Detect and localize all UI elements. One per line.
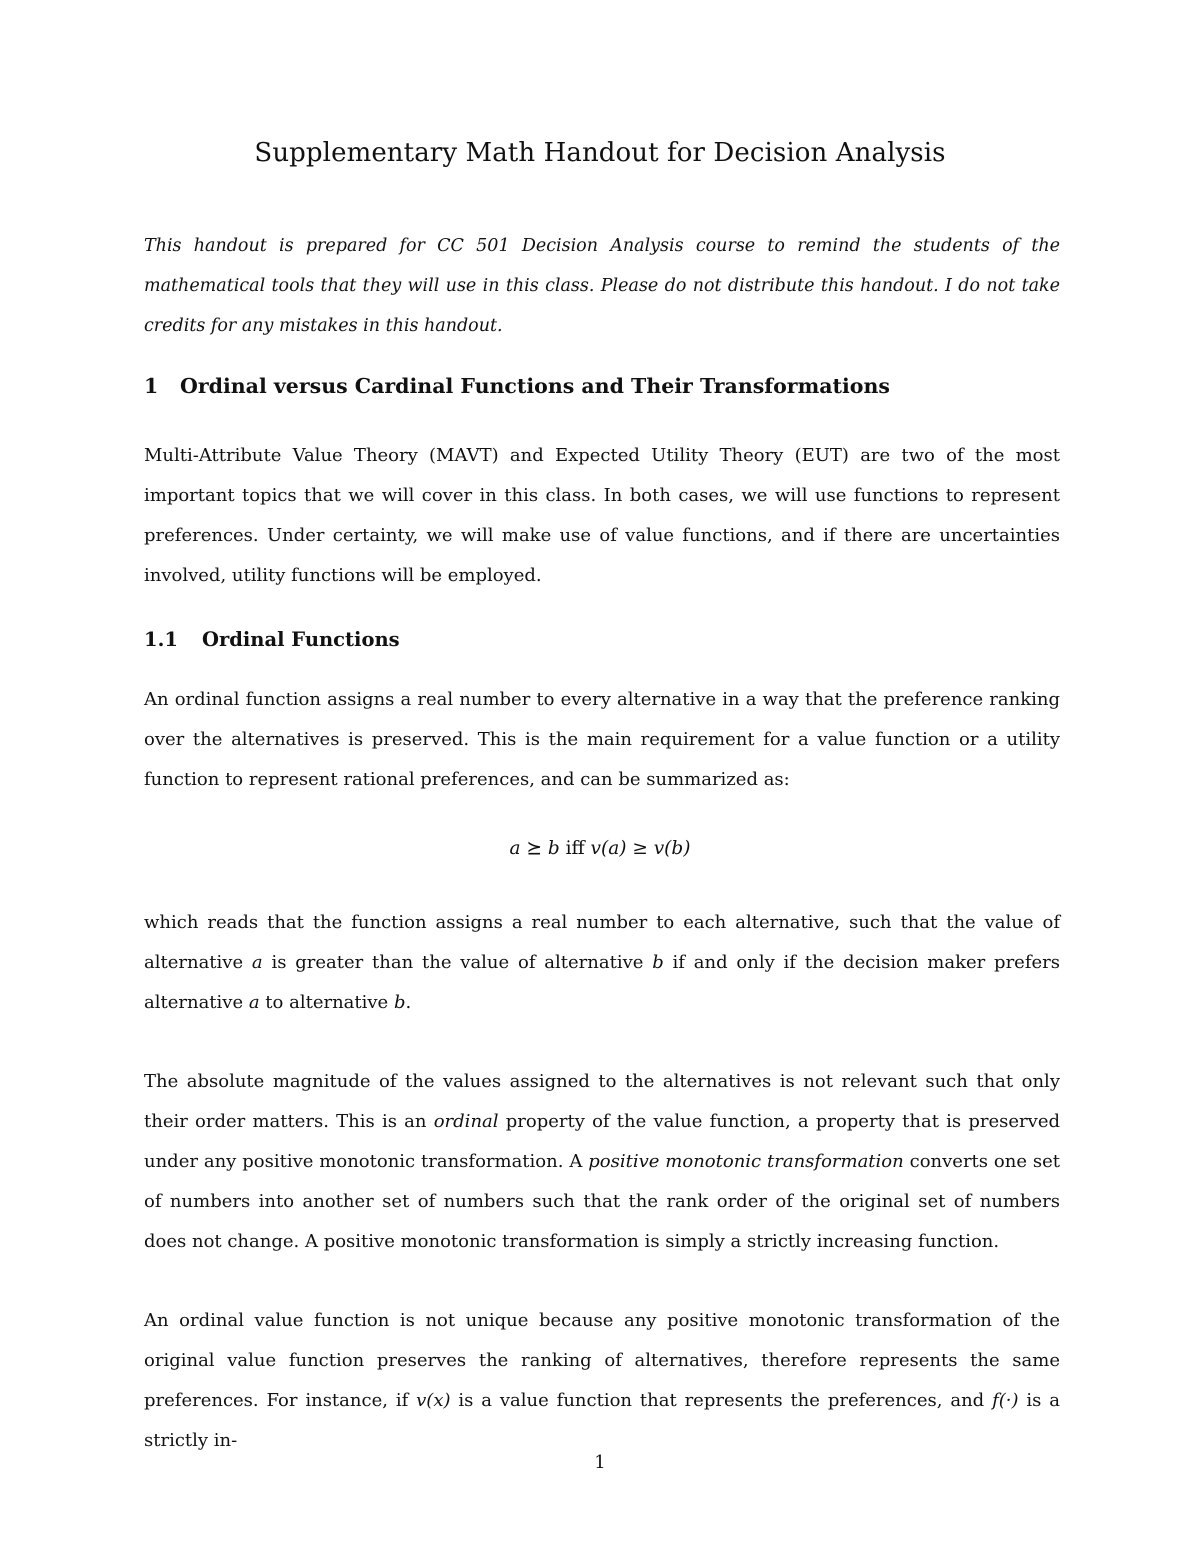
p4-text-3: is a strictly in-	[144, 1390, 1060, 1451]
p2-var-b: b	[652, 952, 664, 973]
ordinal-paragraph-1: An ordinal function assigns a real number to every alternative in a way that the preference ranking over the alternatives is preserved. This is the main requirement for a value function or a utility function to represent rational preferences, and can be summarized as:	[144, 689, 1060, 790]
p3-text-3: converts one set of numbers into another set of numbers such that the rank order of the original set of numbers does not change. A positive monotonic transformation is simply a strictly increasing function.	[144, 1151, 1061, 1252]
p2-text-1: which reads that the function assigns a real number to each alternative, such that the value of alternative	[144, 912, 1060, 973]
p4-vx: v(x)	[416, 1390, 451, 1411]
ordinal-paragraph-2	[144, 903, 1060, 1023]
p2-var-b-2: b	[393, 992, 406, 1013]
p4-fdot: f(·)	[992, 1390, 1019, 1411]
p2-var-a: a	[251, 952, 263, 973]
abstract-paragraph: This handout is prepared for CC 501 Decision Analysis course to remind the students of the mathematical tools that they will use in this class. Please do not distribute this handout. I do not take credits for any mistakes in this handout.	[144, 236, 1060, 336]
section-1-heading	[144, 374, 1060, 398]
ordinal-paragraph-4	[144, 1301, 1060, 1461]
p3-text-1: The absolute magnitude of the values assigned to the alternatives is not relevant such that only their order matters. This is an	[144, 1071, 1060, 1132]
p2-period: .	[405, 992, 412, 1013]
subsection-1-1-title: Ordinal Functions	[202, 628, 400, 651]
p3-text-2: property of the value function, a property that is preserved under any positive monotonic transformation. A	[144, 1111, 1060, 1172]
p2-text-2: is greater than the value of alternative	[262, 952, 653, 973]
page-number: 1	[594, 1452, 606, 1473]
ordinal-paragraph-3	[144, 1062, 1060, 1262]
document-title: Supplementary Math Handout for Decision Analysis	[254, 138, 946, 168]
p2-text-3: if and only if the decision maker prefers alternative	[144, 952, 1060, 1013]
p3-pmt-emphasis: positive monotonic transformation	[588, 1151, 904, 1172]
p3-ordinal-emphasis: ordinal	[433, 1111, 499, 1132]
section-1-title: Ordinal versus Cardinal Functions and Their Transformations	[180, 374, 890, 398]
p2-text-4: to alternative	[259, 992, 394, 1013]
p4-text-1: An ordinal value function is not unique because any positive monotonic transformation of the original value function preserves the ranking of alternatives, therefore represents the same preferences. For instance, if	[144, 1310, 1060, 1411]
p2-var-a-2: a	[248, 992, 260, 1013]
equation-rhs: v(a) ≥ v(b)	[590, 838, 691, 859]
equation-var-b: b	[547, 838, 560, 859]
subsection-1-1-number: 1.1	[144, 628, 178, 651]
equation-iff: iff	[565, 838, 585, 859]
p4-text-2: is a value function that represents the preferences, and	[450, 1390, 993, 1411]
preference-equation	[0, 838, 1200, 859]
equation-var-a: a	[509, 838, 521, 859]
section-1-paragraph: Multi-Attribute Value Theory (MAVT) and Expected Utility Theory (EUT) are two of the most important topics that we will cover in this class. In both cases, we will use functions to represent preferences. Under certainty, we will make use of value functions, and if there are uncertainties involved, utility functions will be employed.	[144, 445, 1060, 586]
subsection-1-1-heading	[144, 628, 1060, 651]
section-1-number: 1	[144, 374, 159, 398]
equation-relation: ⪰	[526, 838, 542, 859]
